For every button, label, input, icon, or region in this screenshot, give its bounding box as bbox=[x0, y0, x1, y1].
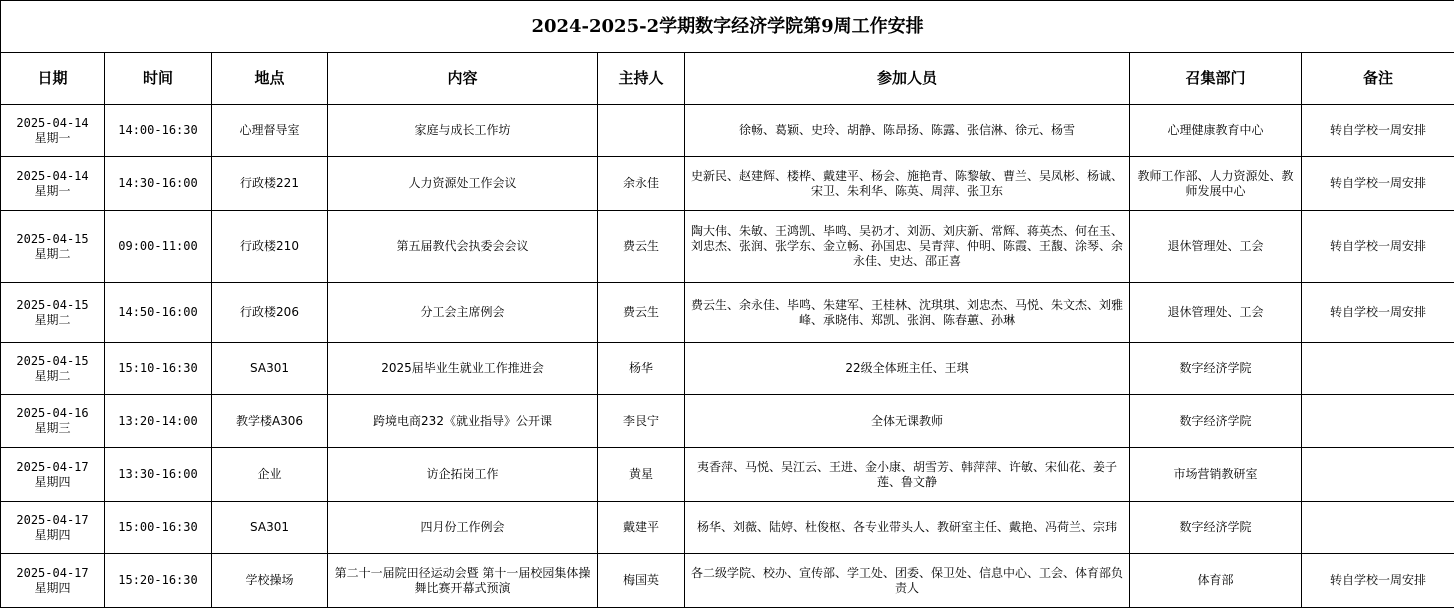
cell-date bbox=[1, 448, 105, 502]
table-row bbox=[1, 283, 1454, 343]
header-row bbox=[1, 53, 1454, 105]
cell-host: 费云生 bbox=[598, 283, 685, 343]
weekday-text: 星期四 bbox=[34, 580, 71, 595]
cell-place: SA301 bbox=[212, 343, 328, 395]
cell-dept: 数字经济学院 bbox=[1130, 502, 1302, 554]
cell-time: 13:30-16:00 bbox=[105, 448, 212, 502]
cell-date bbox=[1, 211, 105, 283]
cell-time: 15:20-16:30 bbox=[105, 554, 212, 608]
cell-attendees: 全体无课教师 bbox=[685, 395, 1130, 448]
header-attendees: 参加人员 bbox=[685, 53, 1130, 105]
page-title: 2024-2025-2学期数字经济学院第9周工作安排 bbox=[1, 1, 1454, 53]
table-row bbox=[1, 211, 1454, 283]
cell-content: 分工会主席例会 bbox=[328, 283, 598, 343]
cell-attendees: 夷香萍、马悦、吴江云、王进、金小康、胡雪芳、韩萍萍、许敏、宋仙花、姜子莲、鲁文静 bbox=[685, 448, 1130, 502]
header-date: 日期 bbox=[1, 53, 105, 105]
cell-note bbox=[1302, 395, 1454, 448]
date-text: 2025-04-15 bbox=[16, 297, 89, 312]
cell-place: SA301 bbox=[212, 502, 328, 554]
cell-content: 人力资源处工作会议 bbox=[328, 157, 598, 211]
cell-content: 跨境电商232《就业指导》公开课 bbox=[328, 395, 598, 448]
cell-place: 行政楼206 bbox=[212, 283, 328, 343]
cell-content: 四月份工作例会 bbox=[328, 502, 598, 554]
cell-date bbox=[1, 105, 105, 157]
cell-time: 15:00-16:30 bbox=[105, 502, 212, 554]
cell-content: 家庭与成长工作坊 bbox=[328, 105, 598, 157]
weekday-text: 星期四 bbox=[34, 474, 71, 489]
cell-dept: 数字经济学院 bbox=[1130, 343, 1302, 395]
cell-place: 行政楼221 bbox=[212, 157, 328, 211]
cell-dept: 市场营销教研室 bbox=[1130, 448, 1302, 502]
date-text: 2025-04-17 bbox=[16, 459, 89, 474]
weekday-text: 星期四 bbox=[34, 527, 71, 542]
table-row bbox=[1, 448, 1454, 502]
cell-place: 企业 bbox=[212, 448, 328, 502]
cell-dept: 体育部 bbox=[1130, 554, 1302, 608]
cell-host: 李艮宁 bbox=[598, 395, 685, 448]
table-row bbox=[1, 395, 1454, 448]
date-text: 2025-04-17 bbox=[16, 565, 89, 580]
cell-note bbox=[1302, 343, 1454, 395]
weekday-text: 星期二 bbox=[34, 246, 71, 261]
cell-attendees: 陶大伟、朱敏、王鸿凯、毕鸣、吴礽才、刘沥、刘庆新、常辉、蒋英杰、何在玉、刘忠杰、张润、张学东、金立畅、孙国忠、吴青萍、仲明、陈霞、王馥、涂琴、余永佳、史达、邵正喜 bbox=[685, 211, 1130, 283]
cell-host: 余永佳 bbox=[598, 157, 685, 211]
cell-date bbox=[1, 502, 105, 554]
cell-attendees: 史新民、赵建辉、楼桦、戴建平、杨会、施艳青、陈黎敏、曹兰、吴凤彬、杨诚、宋卫、朱利华、陈英、周萍、张卫东 bbox=[685, 157, 1130, 211]
table-row bbox=[1, 157, 1454, 211]
date-text: 2025-04-15 bbox=[16, 231, 89, 246]
date-text: 2025-04-14 bbox=[16, 168, 89, 183]
cell-time: 14:30-16:00 bbox=[105, 157, 212, 211]
cell-note bbox=[1302, 448, 1454, 502]
cell-attendees: 徐畅、葛颖、史玲、胡静、陈昂扬、陈露、张信淋、徐元、杨雪 bbox=[685, 105, 1130, 157]
cell-date bbox=[1, 395, 105, 448]
cell-note: 转自学校一周安排 bbox=[1302, 211, 1454, 283]
cell-host: 戴建平 bbox=[598, 502, 685, 554]
cell-date bbox=[1, 283, 105, 343]
weekday-text: 星期一 bbox=[34, 183, 71, 198]
cell-attendees: 各二级学院、校办、宣传部、学工处、团委、保卫处、信息中心、工会、体育部负责人 bbox=[685, 554, 1130, 608]
cell-time: 09:00-11:00 bbox=[105, 211, 212, 283]
date-text: 2025-04-17 bbox=[16, 512, 89, 527]
cell-date bbox=[1, 157, 105, 211]
cell-content: 第二十一届院田径运动会暨 第十一届校园集体操舞比赛开幕式预演 bbox=[328, 554, 598, 608]
table-row bbox=[1, 554, 1454, 608]
weekday-text: 星期二 bbox=[34, 312, 71, 327]
cell-dept: 教师工作部、人力资源处、教师发展中心 bbox=[1130, 157, 1302, 211]
cell-place: 行政楼210 bbox=[212, 211, 328, 283]
cell-time: 14:50-16:00 bbox=[105, 283, 212, 343]
cell-date bbox=[1, 554, 105, 608]
cell-host: 费云生 bbox=[598, 211, 685, 283]
cell-dept: 退休管理处、工会 bbox=[1130, 283, 1302, 343]
cell-note: 转自学校一周安排 bbox=[1302, 157, 1454, 211]
table-row bbox=[1, 502, 1454, 554]
cell-dept: 数字经济学院 bbox=[1130, 395, 1302, 448]
cell-host: 梅国英 bbox=[598, 554, 685, 608]
header-dept: 召集部门 bbox=[1130, 53, 1302, 105]
cell-place: 心理督导室 bbox=[212, 105, 328, 157]
cell-attendees: 22级全体班主任、王琪 bbox=[685, 343, 1130, 395]
cell-place: 学校操场 bbox=[212, 554, 328, 608]
cell-attendees: 费云生、余永佳、毕鸣、朱建军、王桂林、沈琪琪、刘忠杰、马悦、朱文杰、刘雅峰、承晓伟、郑凯、张润、陈春蕙、孙琳 bbox=[685, 283, 1130, 343]
header-note: 备注 bbox=[1302, 53, 1454, 105]
cell-note: 转自学校一周安排 bbox=[1302, 554, 1454, 608]
header-place: 地点 bbox=[212, 53, 328, 105]
cell-host: 杨华 bbox=[598, 343, 685, 395]
weekday-text: 星期二 bbox=[34, 368, 71, 383]
header-host: 主持人 bbox=[598, 53, 685, 105]
cell-dept: 心理健康教育中心 bbox=[1130, 105, 1302, 157]
header-content: 内容 bbox=[328, 53, 598, 105]
cell-place: 教学楼A306 bbox=[212, 395, 328, 448]
header-time: 时间 bbox=[105, 53, 212, 105]
cell-time: 14:00-16:30 bbox=[105, 105, 212, 157]
date-text: 2025-04-14 bbox=[16, 115, 89, 130]
cell-content: 访企拓岗工作 bbox=[328, 448, 598, 502]
cell-date bbox=[1, 343, 105, 395]
cell-note bbox=[1302, 502, 1454, 554]
weekday-text: 星期一 bbox=[34, 130, 71, 145]
table-row bbox=[1, 105, 1454, 157]
cell-content: 2025届毕业生就业工作推进会 bbox=[328, 343, 598, 395]
cell-host bbox=[598, 105, 685, 157]
date-text: 2025-04-16 bbox=[16, 406, 89, 420]
date-text: 2025-04-15 bbox=[16, 353, 89, 368]
cell-note: 转自学校一周安排 bbox=[1302, 283, 1454, 343]
cell-host: 黄星 bbox=[598, 448, 685, 502]
weekday-text: 星期三 bbox=[34, 421, 71, 435]
table-row bbox=[1, 343, 1454, 395]
cell-time: 15:10-16:30 bbox=[105, 343, 212, 395]
cell-attendees: 杨华、刘薇、陆婷、杜俊枢、各专业带头人、教研室主任、戴艳、冯荷兰、宗玮 bbox=[685, 502, 1130, 554]
cell-dept: 退休管理处、工会 bbox=[1130, 211, 1302, 283]
cell-content: 第五届教代会执委会会议 bbox=[328, 211, 598, 283]
cell-note: 转自学校一周安排 bbox=[1302, 105, 1454, 157]
cell-time: 13:20-14:00 bbox=[105, 395, 212, 448]
